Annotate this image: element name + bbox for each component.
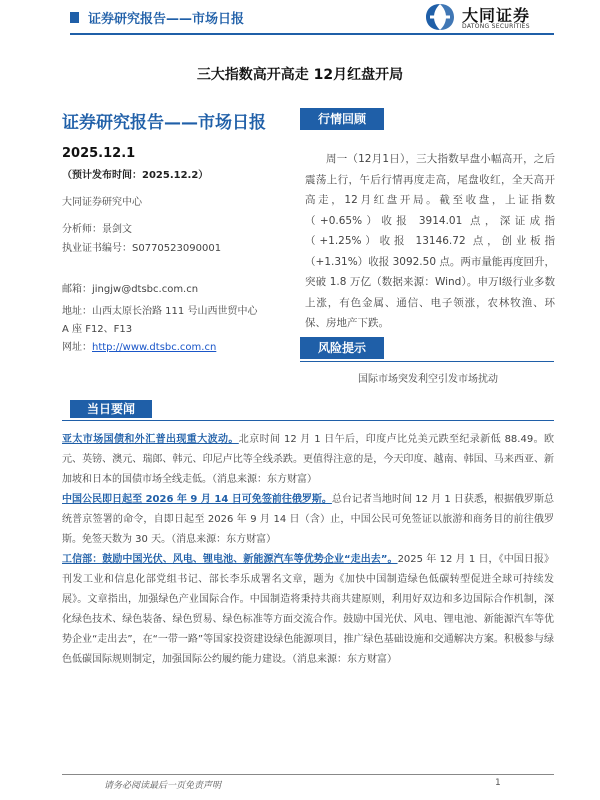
news-body: 北京时间 12 月 1 日午后，印度卢比兑美元跌至纪录新低 88.49。欧元、英镑、澳元、瑞郎、韩元、印尼卢比等全线杀跌。更值得注意的是，今天印度、越南、韩国、马来西亚、新加坡和日本的国债市场全线走低。（消息来源：东方财富） [62, 434, 554, 485]
document-title: 三大指数高开高走 12月红盘开局 [196, 67, 404, 83]
email: 邮箱：jingjw@dtsbc.com.cn [62, 284, 199, 295]
news-item [62, 550, 554, 670]
license-number: 执业证书编号：S0770523090001 [62, 243, 222, 254]
news-heading: 当日要闻 [70, 400, 152, 418]
news-list [62, 430, 554, 670]
report-meta [62, 108, 292, 181]
header-section-title: 证券研究报告——市场日报 [88, 12, 245, 27]
address-line-2: A 座 F12、F13 [62, 324, 133, 335]
news-body: 2025 年 12 月 1 日，《中国日报》刊发工业和信息化部党组书记、部长李乐成署名文章，题为《加快中国制造绿色低碳转型促进全球可持续发展》。文章指出，加强绿色产业国际合作。中国制造将秉持共商共建原则，利用好双边和多边国际合作机制，深化绿色技术、绿色装备、绿色贸易、绿色标准等方面交流合作。鼓励中国光伏、风电、锂电池、新能源汽车等优势企业“走出去”，在“一带一路”等国家投资建设绿色能源项目，推广绿色基础设施和交通解决方案。积极参与绿色低碳国际规则制定，加强国际公约履约能力建设。（消息来源：东方财富） [62, 554, 554, 665]
risk-heading: 风险提示 [300, 337, 384, 359]
analyst-name: 分析师：景剑文 [62, 224, 132, 235]
news-headline[interactable]: 工信部：鼓励中国光伏、风电、锂电池、新能源汽车等优势企业“走出去”。 [62, 554, 398, 565]
header-marker [70, 12, 79, 23]
news-body: 总台记者当地时间 12 月 1 日获悉，根据俄罗斯总统普京签署的命令，自即日起至 2026 年 9 月 14 日（含）止，中国公民可免签证以旅游和商务目的前往俄罗斯。免签天数为 30 天。（消息来源：东方财富） [62, 494, 554, 545]
footer-divider [62, 774, 554, 775]
news-item [62, 430, 554, 490]
header-divider [70, 33, 554, 35]
news-headline[interactable]: 亚太市场国债和外汇普出现重大波动。 [62, 434, 239, 445]
website-label: 网址： [62, 342, 92, 353]
report-title: 证券研究报告——市场日报 [62, 113, 266, 133]
logo-mark-icon [424, 2, 456, 32]
page-number: 1 [495, 778, 501, 788]
company-logo [424, 2, 554, 32]
website [62, 340, 216, 356]
news-item [62, 490, 554, 550]
news-headline[interactable]: 中国公民即日起至 2026 年 9 月 14 日可免签前往俄罗斯。 [62, 494, 332, 505]
expected-release: （预计发布时间：2025.12.2） [62, 170, 209, 181]
logo-name: 大同证券 [462, 6, 531, 25]
footer-disclaimer: 请务必阅读最后一页免责声明 [104, 781, 222, 791]
market-review-text: 周一（12月1日），三大指数早盘小幅高开，之后震荡上行，午后行情再度走高，尾盘收红，全天高开高走，12月红盘开局。截至收盘，上证指数（+0.65%）收报 3914.01 点，深证成指（+1.25%）收报 13146.72 点，创业板指（+1.31%）收报 3092.50 点。两市量能再度回升，突破 1.8 万亿（数据来源：Wind）。申万Ⅰ级行业多数上涨，有色金属、通信、电子领涨，农林牧渔、环保、房地产下跌。 [305, 153, 555, 329]
risk-text: 国际市场突发利空引发市场扰动 [358, 374, 498, 385]
market-review-heading: 行情回顾 [300, 108, 384, 130]
news-divider [62, 420, 554, 421]
website-link[interactable]: http://www.dtsbc.com.cn [92, 342, 217, 353]
report-date: 2025.12.1 [62, 146, 136, 161]
address-line-1: 地址：山西太原长治路 111 号山西世贸中心 [62, 306, 258, 317]
logo-english-name: DATONG SECURITIES [462, 23, 530, 30]
research-org: 大同证券研究中心 [62, 197, 142, 208]
risk-divider [300, 361, 554, 362]
